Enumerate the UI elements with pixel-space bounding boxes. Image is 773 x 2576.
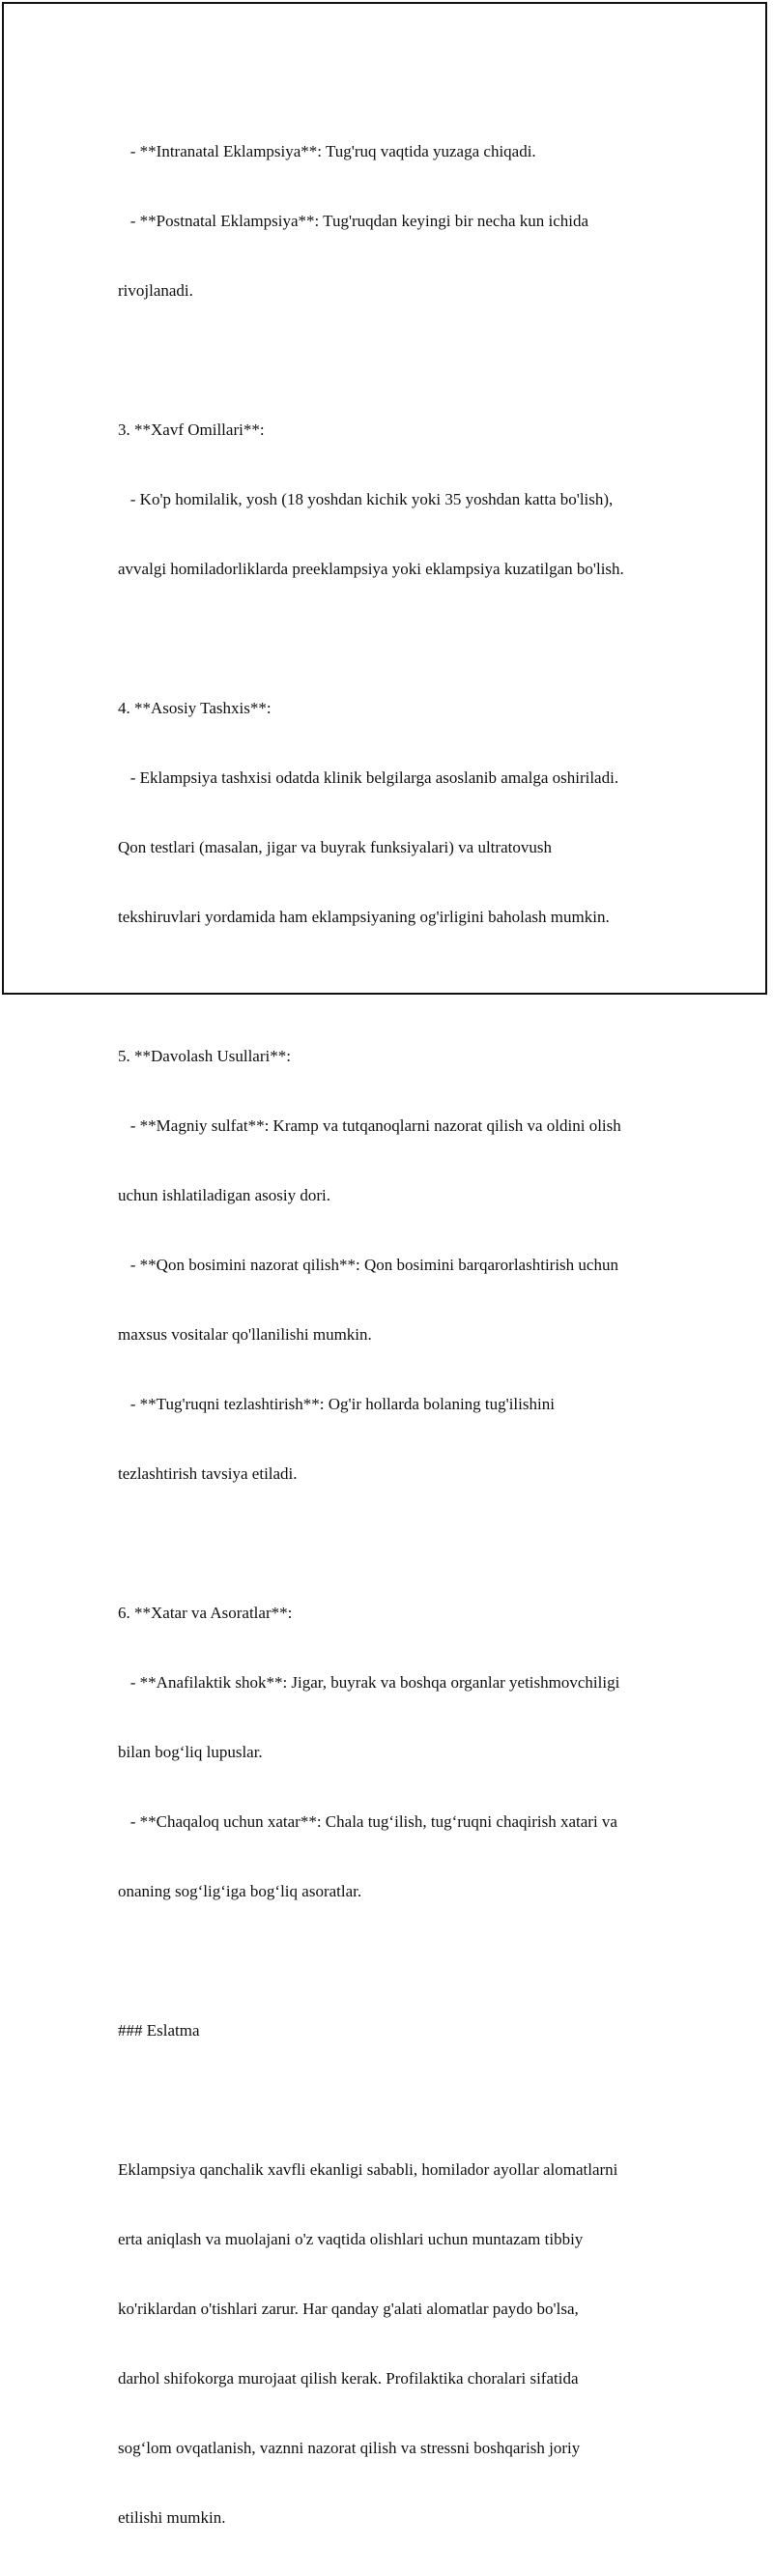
text-line: - Eklampsiya tashxisi odatda klinik belgilarga asoslanib amalga oshiriladi. [118,768,619,787]
document-body [118,94,698,2576]
text-line: tekshiruvlari yordamida ham eklampsiyaning og'irligini baholash mumkin. [118,908,610,926]
text-line: - **Magniy sulfat**: Kramp va tutqanoqlarni nazorat qilish va oldini olish [118,1116,621,1135]
text-line: tezlashtirish tavsiya etiladi. [118,1464,298,1483]
text-line: darhol shifokorga murojaat qilish kerak. Profilaktika choralari sifatida [118,2369,579,2388]
text-line: erta aniqlash va muolajani o'z vaqtida olishlari uchun muntazam tibbiy [118,2230,584,2248]
text-line: avvalgi homiladorliklarda preeklampsiya yoki eklampsiya kuzatilgan bo'lish. [118,560,624,578]
text-line: rivojlanadi. [118,281,193,300]
page-frame [2,2,767,2527]
text-line: - **Anafilaktik shok**: Jigar, buyrak va boshqa organlar yetishmovchiligi [118,1673,620,1692]
section-heading: 4. **Asosiy Tashxis**: [118,699,272,717]
text-line: etilishi mumkin. [118,2508,226,2527]
blank-line [118,1950,698,1973]
text-line: Qon testlari (masalan, jigar va buyrak funksiyalari) va ultratovush [118,838,552,856]
section-heading: 6. **Xatar va Asoratlar**: [118,1604,293,1622]
text-line: onaning sog‘lig‘iga bog‘liq asoratlar. [118,1882,362,1900]
text-line: ko'riklardan o'tishlari zarur. Har qanday g'alati alomatlar paydo bo'lsa, [118,2300,579,2318]
blank-line [118,2089,698,2112]
text-line: - **Postnatal Eklampsiya**: Tug'ruqdan keyingi bir necha kun ichida [118,212,589,230]
text-line: bilan bog‘liq lupuslar. [118,1743,263,1761]
text-line: - **Intranatal Eklampsiya**: Tug'ruq vaqtida yuzaga chiqadi. [118,142,536,160]
note-heading: ### Eslatma [118,2021,200,2040]
text-line: - Ko'p homilalik, yosh (18 yoshdan kichik yoki 35 yoshdan katta bo'lish), [118,490,614,508]
text-line: - **Qon bosimini nazorat qilish**: Qon bosimini barqarorlashtirish uchun [118,1256,618,1274]
blank-line [118,975,698,999]
blank-line [118,1532,698,1555]
text-line: maxsus vositalar qo'llanilishi mumkin. [118,1325,372,1344]
section-heading: 5. **Davolash Usullari**: [118,1047,291,1065]
text-line: - **Chaqaloq uchun xatar**: Chala tug‘ilish, tug‘ruqni chaqirish xatari va [118,1812,617,1831]
blank-line [118,349,698,372]
section-heading: 3. **Xavf Omillari**: [118,420,265,439]
text-line: - **Tug'ruqni tezlashtirish**: Og'ir hollarda bolaning tug'ilishini [118,1395,555,1413]
text-line: sog‘lom ovqatlanish, vaznni nazorat qilish va stressni boshqarish joriy [118,2439,581,2457]
text-line: uchun ishlatiladigan asosiy dori. [118,1186,331,1204]
text-line: Eklampsiya qanchalik xavfli ekanligi sababli, homilador ayollar alomatlarni [118,2160,618,2179]
blank-line [118,627,698,651]
